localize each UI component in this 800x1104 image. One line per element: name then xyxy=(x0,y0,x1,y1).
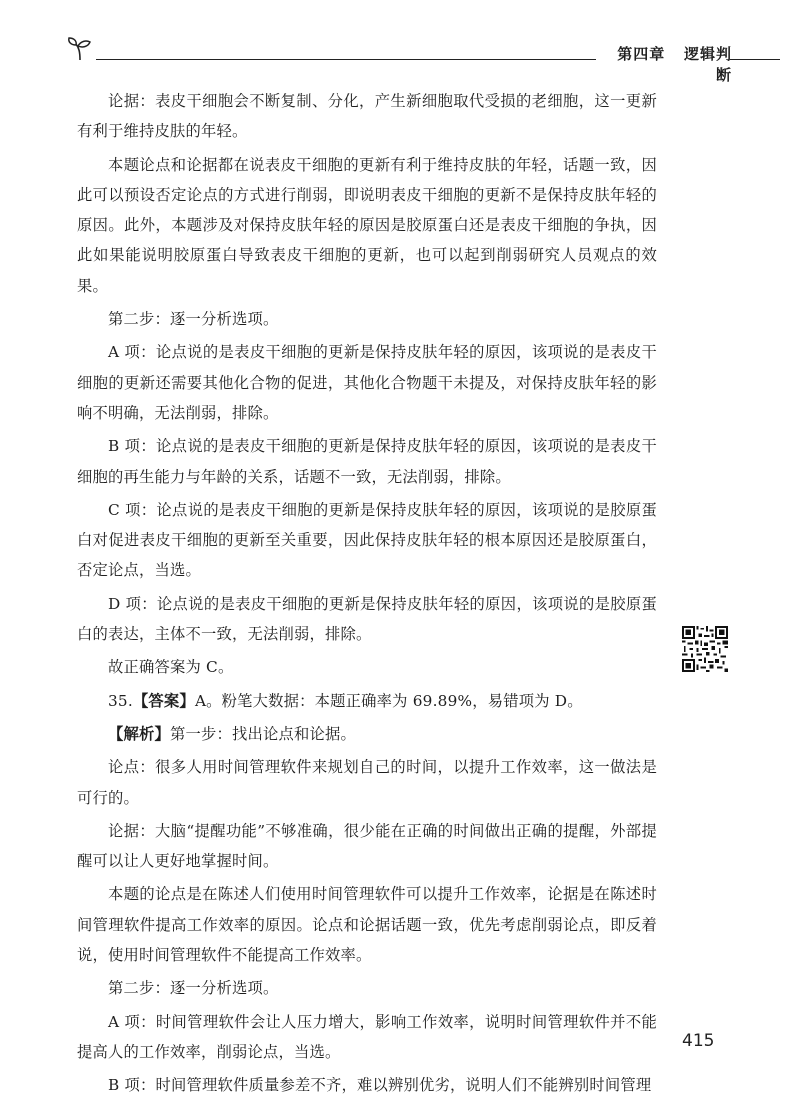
paragraph: 故正确答案为 C。 xyxy=(108,658,234,677)
paragraph: 论据：大脑“提醒功能”不够准确，很少能在正确的时间做出正确的提醒，外部提醒可以让人更好地掌握时间。 xyxy=(77,821,657,871)
paragraph: D 项：论点说的是表皮干细胞的更新是保持皮肤年轻的原因，该项说的是胶原蛋白的表达，主体不一致，无法削弱，排除。 xyxy=(77,594,657,644)
paragraph: 第二步：逐一分析选项。 xyxy=(108,979,279,998)
running-header xyxy=(66,36,780,84)
header-rule-left xyxy=(96,59,644,60)
answer-text: A。粉笔大数据：本题正确率为 69.89%，易错项为 D。 xyxy=(194,691,583,710)
paragraph: 本题的论点是在陈述人们使用时间管理软件可以提升工作效率，论据是在陈述时间管理软件提高工作效率的原因。论点和论据话题一致，优先考虑削弱论点，即反着说，使用时间管理软件不能提高工作效率。 xyxy=(77,885,657,965)
paragraph: A 项：时间管理软件会让人压力增大，影响工作效率，说明时间管理软件并不能提高人的工作效率，削弱论点，当选。 xyxy=(77,1012,657,1061)
paragraph: 论据：表皮干细胞会不断复制、分化，产生新细胞取代受损的老细胞，这一更新有利于维持皮肤的年轻。 xyxy=(77,92,657,141)
analysis-text: 第一步：找出论点和论据。 xyxy=(170,724,356,743)
paragraph: 论点：很多人用时间管理软件来规划自己的时间，以提升工作效率，这一做法是可行的。 xyxy=(77,758,657,807)
answer-tag: 【答案】 xyxy=(132,691,195,710)
paragraph: 第二步：逐一分析选项。 xyxy=(108,310,279,329)
qr-code-icon[interactable] xyxy=(682,626,728,672)
paragraph: C 项：论点说的是表皮干细胞的更新是保持皮肤年轻的原因，该项说的是胶原蛋白对促进表皮干细胞的更新至关重要，因此保持皮肤年轻的根本原因还是胶原蛋白，否定论点，当选。 xyxy=(77,500,657,580)
page-number: 415 xyxy=(682,1031,715,1051)
paragraph: B 项：时间管理软件质量参差不齐，难以辨别优劣，说明人们不能辨别时间管理 xyxy=(108,1076,652,1095)
question-35-answer xyxy=(77,686,657,716)
chapter-title xyxy=(596,43,732,85)
paragraph: A 项：论点说的是表皮干细胞的更新是保持皮肤年轻的原因，该项说的是表皮干细胞的更新还需要其他化合物的促进，其他化合物题干未提及，对保持皮肤年轻的影响不明确，无法削弱，排除。 xyxy=(77,343,657,422)
question-number: 35. xyxy=(108,691,133,710)
page-body xyxy=(77,86,657,1104)
question-35-analysis xyxy=(77,719,657,749)
section-title: 逻辑判断 xyxy=(683,45,732,84)
header-rule-right xyxy=(730,59,780,60)
paragraph: B 项：论点说的是表皮干细胞的更新是保持皮肤年轻的原因，该项说的是表皮干细胞的再生能力与年龄的关系，话题不一致，无法削弱，排除。 xyxy=(77,437,657,486)
analysis-tag: 【解析】 xyxy=(108,724,170,743)
chapter-number: 第四章 xyxy=(617,45,666,63)
paragraph: 本题论点和论据都在说表皮干细胞的更新有利于维持皮肤的年轻，话题一致，因此可以预设否定论点的方式进行削弱，即说明表皮干细胞的更新不是保持皮肤年轻的原因。此外，本题涉及对保持皮肤年轻的原因是胶原蛋白还是表皮干细胞的争执，因此如果能说明胶原蛋白导致表皮干细胞的更新，也可以起到削弱研究人员观点的效果。 xyxy=(77,155,657,295)
sprout-icon xyxy=(66,36,96,62)
